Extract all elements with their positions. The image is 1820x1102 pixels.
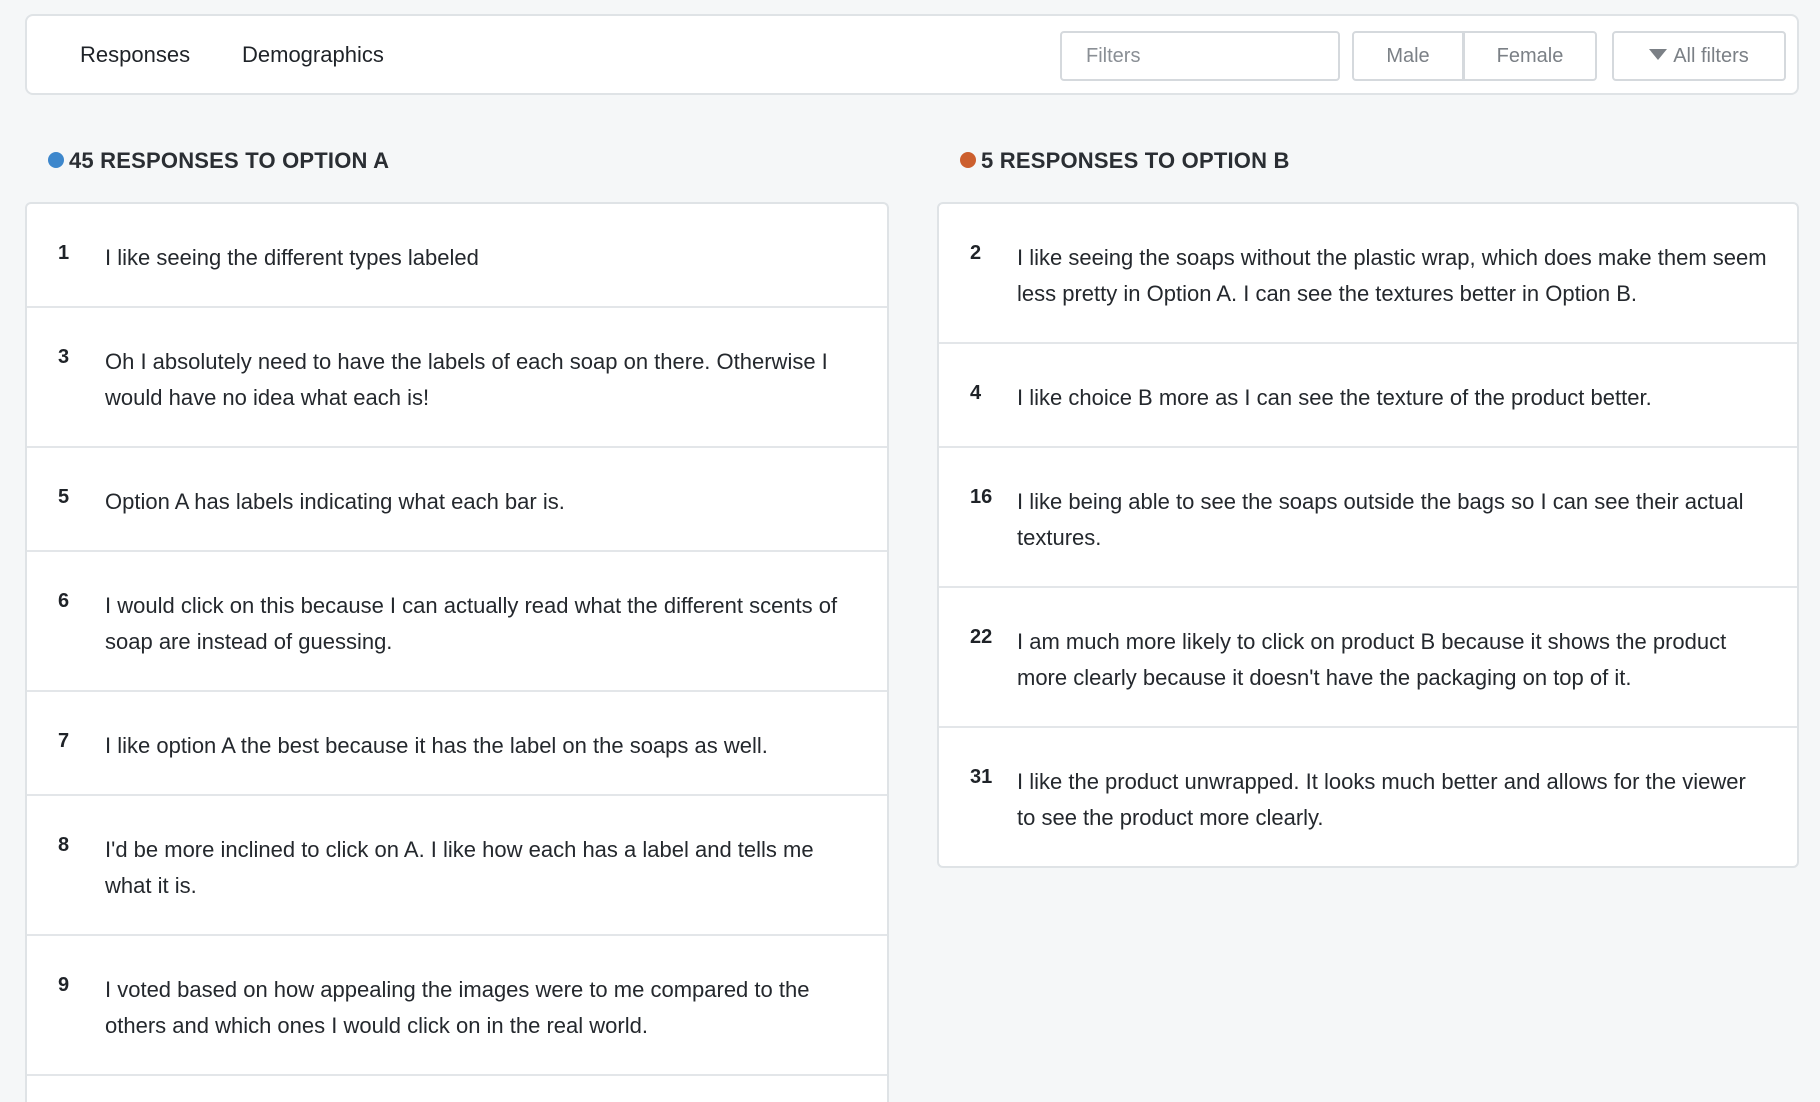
response-text: Oh I absolutely need to have the labels of each soap on there. Otherwise I would have no idea what each is! [105, 349, 828, 410]
list-item [939, 588, 1797, 728]
option-b-color-dot [960, 152, 976, 168]
list-item [27, 448, 887, 552]
male-filter-button[interactable]: Male [1352, 31, 1464, 81]
response-text: I'd be more inclined to click on A. I like how each has a label and tells me what it is. [105, 837, 814, 898]
response-text: Option A has labels indicating what each bar is. [105, 489, 565, 514]
response-number: 31 [970, 766, 993, 788]
option-a-responses-list[interactable] [25, 202, 889, 1102]
response-number: 9 [58, 974, 70, 996]
response-number: 22 [970, 626, 993, 648]
response-number: 2 [970, 242, 982, 264]
funnel-icon [1649, 49, 1667, 60]
response-number: 5 [58, 486, 70, 508]
response-number: 6 [58, 590, 70, 612]
response-text: I like being able to see the soaps outside the bags so I can see their actual textures. [1017, 489, 1744, 550]
option-a-color-dot [48, 152, 64, 168]
all-filters-button[interactable] [1612, 31, 1786, 81]
option-b-responses-list[interactable] [937, 202, 1799, 868]
list-item [27, 796, 887, 936]
option-a-heading-text: 45 RESPONSES TO OPTION A [69, 148, 390, 173]
all-filters-label: All filters [1673, 45, 1749, 67]
list-item [939, 448, 1797, 588]
response-number: 8 [58, 834, 70, 856]
option-b-heading [960, 146, 1290, 176]
list-item [27, 552, 887, 692]
option-a-heading [48, 146, 389, 176]
response-text: I like option A the best because it has the label on the soaps as well. [105, 733, 768, 758]
list-item [27, 936, 887, 1076]
list-item [27, 204, 887, 308]
response-text: I am much more likely to click on product B because it shows the product more clearly because it doesn't have the packaging on top of it. [1017, 629, 1727, 690]
response-text: I would click on this because I can actually read what the different scents of soap are instead of guessing. [105, 593, 838, 654]
list-item [939, 204, 1797, 344]
list-item [939, 344, 1797, 448]
response-number: 7 [58, 730, 70, 752]
list-item [27, 308, 887, 448]
top-toolbar [25, 14, 1799, 95]
response-number: 16 [970, 486, 993, 508]
response-text: I voted based on how appealing the images were to me compared to the others and which ones I would click on in the real world. [105, 977, 810, 1038]
response-number: 1 [58, 242, 70, 264]
response-number: 3 [58, 346, 70, 368]
response-text: I like seeing the different types labeled [105, 245, 479, 270]
tab-responses[interactable]: Responses [80, 42, 191, 67]
list-item [27, 692, 887, 796]
filters-input[interactable] [1060, 31, 1340, 81]
tab-demographics[interactable]: Demographics [242, 42, 384, 67]
list-item [939, 728, 1797, 866]
response-text: I like seeing the soaps without the plastic wrap, which does make them seem less pretty in Option A. I can see the textures better in Option B. [1017, 245, 1767, 306]
response-text: I like choice B more as I can see the texture of the product better. [1017, 385, 1652, 410]
female-filter-button[interactable]: Female [1463, 31, 1597, 81]
response-number: 4 [970, 382, 982, 404]
response-text: I like the product unwrapped. It looks much better and allows for the viewer to see the product more clearly. [1017, 769, 1746, 830]
option-b-heading-text: 5 RESPONSES TO OPTION B [981, 148, 1290, 173]
